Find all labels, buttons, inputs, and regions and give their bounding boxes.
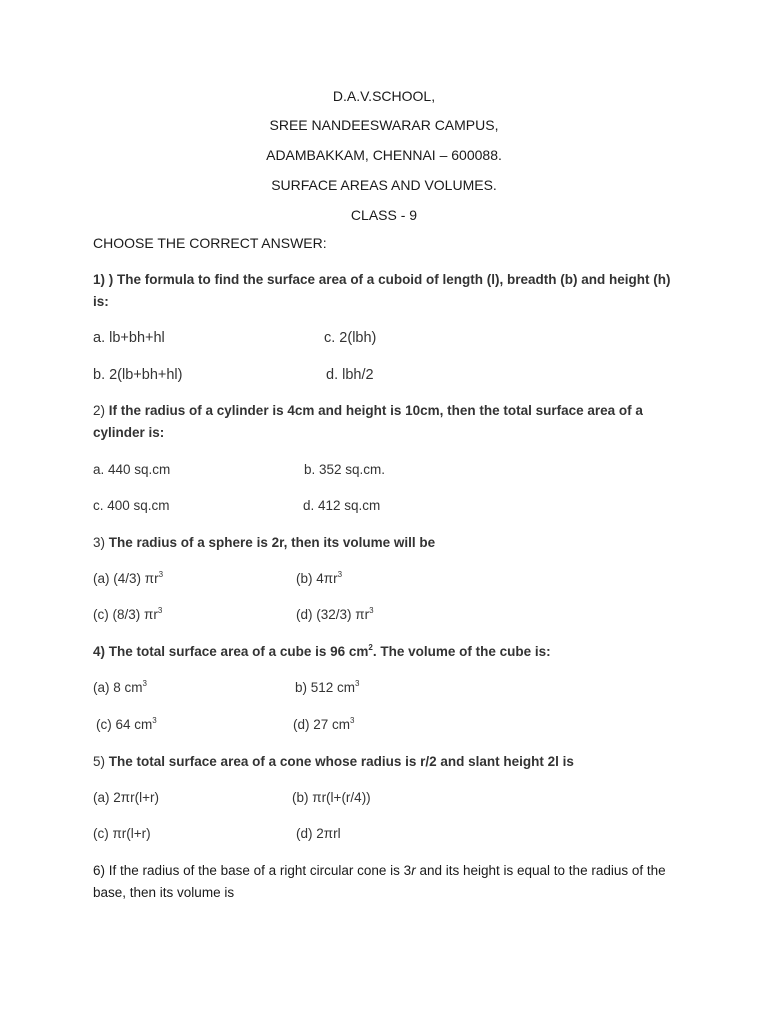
question-6: 6) If the radius of the base of a right circular cone is 3r and its height is equal to the radius of the base, then its volume is xyxy=(93,863,666,900)
question-text: The formula to find the surface area of a cuboid of length (l), breadth (b) and height (h) is: xyxy=(93,272,671,309)
option-d: (d) 27 $cm^3$ xyxy=(293,716,355,732)
question-number: 2) xyxy=(93,403,106,418)
question-text: The total surface area of a cone whose radius is r/2 and slant height 2l is xyxy=(108,754,574,769)
school-name: D.A.V.SCHOOL, xyxy=(332,88,436,104)
question-3 xyxy=(93,532,683,554)
option-d: d. 412 sq.cm xyxy=(303,498,381,513)
question-5 xyxy=(93,751,683,773)
option-d: d. lbh/2 xyxy=(326,367,374,383)
option-a: (a) 2πr(l+r) xyxy=(93,790,159,805)
option-d: (d) 2πrl xyxy=(296,826,341,841)
option-b: b) 512 $cm^3$ xyxy=(295,679,360,695)
school-address: ADAMBAKKAM, CHENNAI – 600088. xyxy=(266,147,502,163)
option-b: b. 2(lb+bh+hl) xyxy=(93,367,183,383)
option-a: a. lb+bh+hl xyxy=(93,330,165,346)
option-d: (d) (32/3) $\pi r^3$ xyxy=(296,606,374,622)
option-b: (b) $4\pi r^3$ xyxy=(296,570,343,586)
question-text: The radius of a sphere is 2r, then its volume will be xyxy=(108,535,436,550)
question-number: 3) xyxy=(93,535,106,550)
option-b: (b) πr(l+(r/4)) xyxy=(292,790,371,805)
worksheet-subject: SURFACE AREAS AND VOLUMES. xyxy=(271,177,497,193)
option-b: b. 352 sq.cm. xyxy=(304,462,386,477)
option-c: (c) πr(l+r) xyxy=(93,826,151,841)
question-1 xyxy=(93,269,683,313)
option-a: (a) (4/3) $\pi r^3$ xyxy=(93,570,164,586)
question-number: 5) xyxy=(93,754,106,769)
option-a: (a) 8 $cm^3$ xyxy=(93,679,147,695)
option-c: c. 2(lbh) xyxy=(324,330,377,346)
campus-name: SREE NANDEESWARAR CAMPUS, xyxy=(269,117,499,133)
question-text: If the radius of a cylinder is 4cm and height is 10cm, then the total surface area of a cylinder is: xyxy=(93,403,643,440)
option-c: c. 400 sq.cm xyxy=(93,498,170,513)
question-number: 1) ) xyxy=(93,272,114,287)
question-number: 4) xyxy=(93,644,106,659)
class-label: CLASS - 9 xyxy=(350,207,418,223)
option-c: (c) 64 $cm^3$ xyxy=(96,716,157,732)
option-a: a. 440 sq.cm xyxy=(93,462,171,477)
question-number: 6) xyxy=(93,863,106,878)
instruction: CHOOSE THE CORRECT ANSWER: xyxy=(93,235,327,251)
question-2 xyxy=(93,400,683,444)
option-c: (c) (8/3) $\pi r^3$ xyxy=(93,606,163,622)
question-4: 4) The total surface area of a cube is 96 $cm^2$. The volume of the cube is: xyxy=(93,643,551,659)
